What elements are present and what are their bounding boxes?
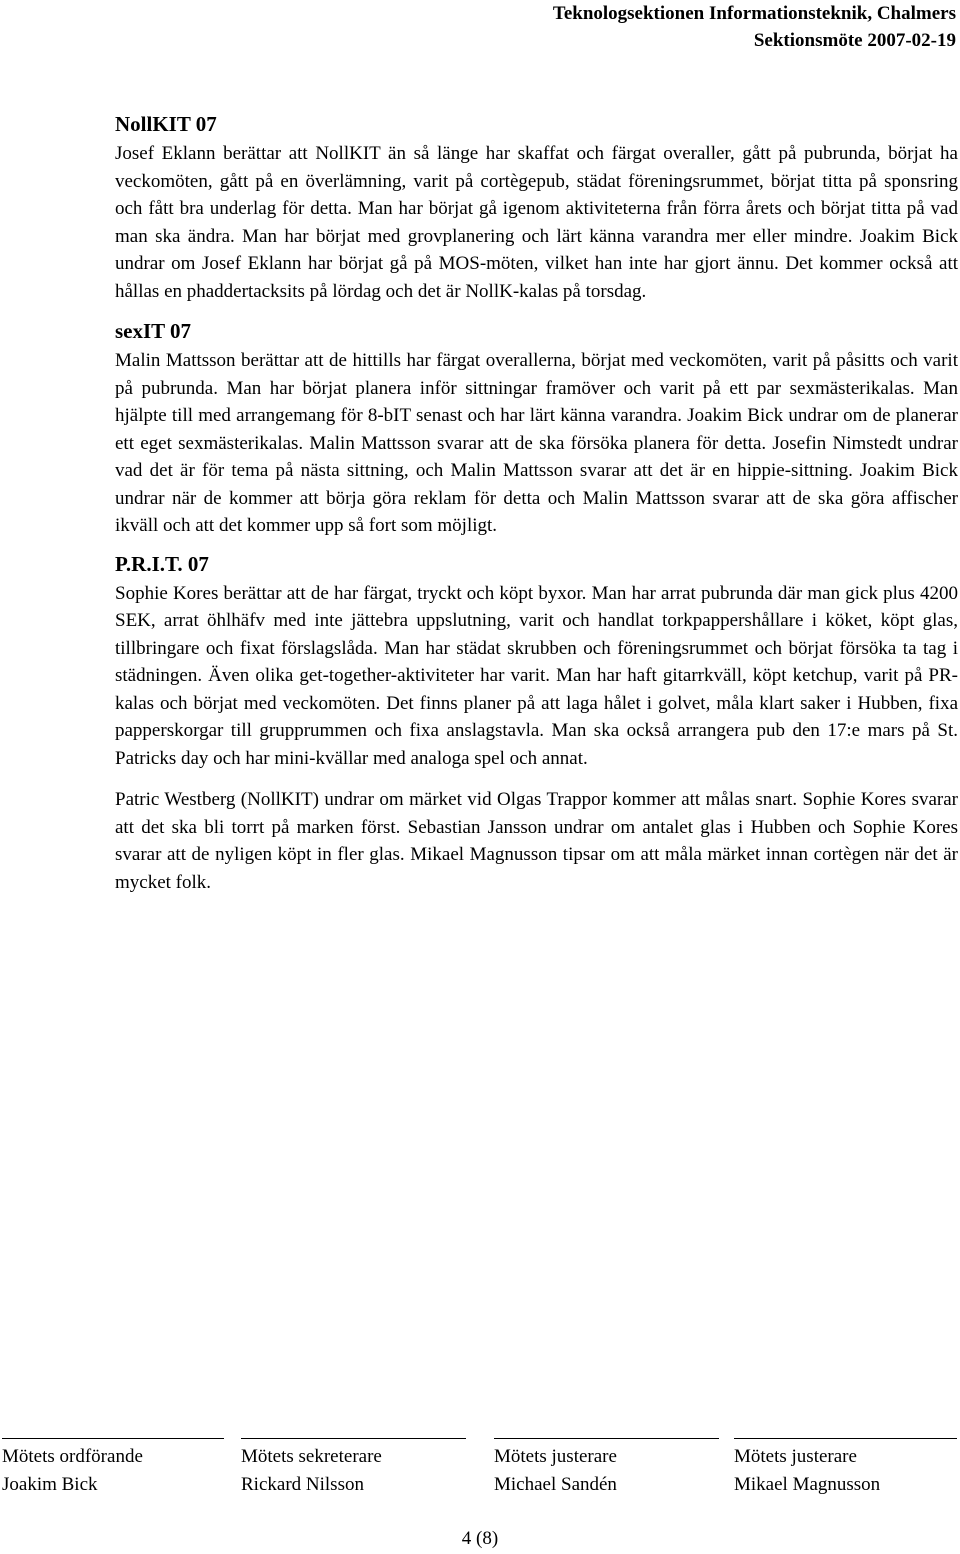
signature-role: Mötets justerare — [494, 1446, 617, 1467]
section-title: NollKIT 07 — [115, 112, 217, 136]
signature-role: Mötets sekreterare — [241, 1446, 382, 1467]
section-paragraph: Patric Westberg (NollKIT) undrar om märket vid Olgas Trappor kommer att målas snart. Sophie Kores svarar att det ska bli torrt på marken först. Sebastian Jansson undrar om antalet glas i Hubben och Sophie Kores svarar att de nyligen köpt in fler glas. Mikael Magnusson tipsar om att måla märket innan cortègen när det är mycket folk. — [115, 789, 958, 893]
section-paragraph: Malin Mattsson berättar att de hittills har färgat overallerna, börjat med veckomöten, varit på påsitts och varit på pubrunda. Man har börjat planera inför sittningar framöver och varit på ett par sexmästerikalas. Man hjälpte till med arrangemang för 8-bIT senast och har lärt känna varandra. Joakim Bick undrar om de planerar ett eget sexmästerikalas. Malin Mattsson svarar att de ska försöka planera för detta. Josefin Nimstedt undrar vad det är för tema på nästa sittning, och Malin Mattsson svarar att det är en hippie-sittning. Joakim Bick undrar när de kommer att börja göra reklam för detta och Malin Mattsson svarar att de ska göra affischer ikväll och att det kommer upp så fort som möjligt. — [115, 350, 958, 536]
signature-role: Mötets ordförande — [2, 1446, 143, 1467]
signature-adjuster-2 — [734, 1438, 957, 1499]
signature-adjuster-1 — [494, 1438, 719, 1499]
header-meeting-date: Sektionsmöte 2007-02-19 — [753, 30, 956, 51]
section-paragraph: Josef Eklann berättar att NollKIT än så länge har skaffat och färgat overaller, gått på pubrunda, börjat ha veckomöten, gått på en överlämning, varit på cortègepub, städat föreningsrummet, börjat titta på sponsring och fått bra underlag för detta. Man har börjat gå igenom aktiviteterna från förra årets och börjat titta på vad man ska ändra. Man har börjat med grovplanering och lärt känna varandra mer eller mindre. Joakim Bick undrar om Josef Eklann har börjat gå på MOS-möten, vilket han inte har gjort ännu. Det kommer också att hållas en phaddertacksits på lördag och det är NollK-kalas på torsdag. — [115, 143, 958, 302]
signature-block — [0, 1438, 960, 1508]
signature-name: Joakim Bick — [2, 1474, 98, 1495]
section-prit — [115, 548, 958, 897]
section-sexit — [115, 315, 958, 540]
page-header — [553, 0, 956, 54]
signature-name: Michael Sandén — [494, 1474, 617, 1495]
signature-line — [241, 1438, 466, 1439]
section-title: P.R.I.T. 07 — [115, 551, 209, 576]
signature-line — [2, 1438, 224, 1439]
section-title: sexIT 07 — [115, 319, 192, 343]
signature-secretary — [241, 1438, 466, 1499]
signature-name: Mikael Magnusson — [734, 1474, 881, 1495]
signature-line — [494, 1438, 719, 1439]
page-number: 4 (8) — [461, 1528, 499, 1549]
signature-line — [734, 1438, 957, 1439]
section-paragraph: Sophie Kores berättar att de har färgat, tryckt och köpt byxor. Man har arrat pubrunda där man gick plus 4200 SEK, arrat öhlhäfv med inte jättebra uppslutning, varit och handlat torkpappershållare i köket, köpt glas, tillbringare och fixat förslagslåda. Man har städat skrubben och föreningsrummet och börjat försöka ta tag i städningen. Även olika get-together-aktiviteter har varit. Man har haft gitarrkväll, köpt ketchup, varit på PR-kalas och börjat med veckomöten. Det finns planer på att laga hålet i golvet, måla klart saker i Hubben, fixa papperskorgar till grupprummen och fixa anslagstavla. Man ska också arrangera pub den 17:e mars på St. Patricks day och har mini-kvällar med analoga spel och annat. — [115, 582, 958, 769]
header-organization: Teknologsektionen Informationsteknik, Chalmers — [552, 3, 956, 24]
signature-chair — [2, 1438, 224, 1499]
document-body — [115, 108, 958, 896]
section-nollkit — [115, 108, 958, 305]
signature-role: Mötets justerare — [734, 1446, 857, 1467]
signature-name: Rickard Nilsson — [241, 1474, 364, 1495]
